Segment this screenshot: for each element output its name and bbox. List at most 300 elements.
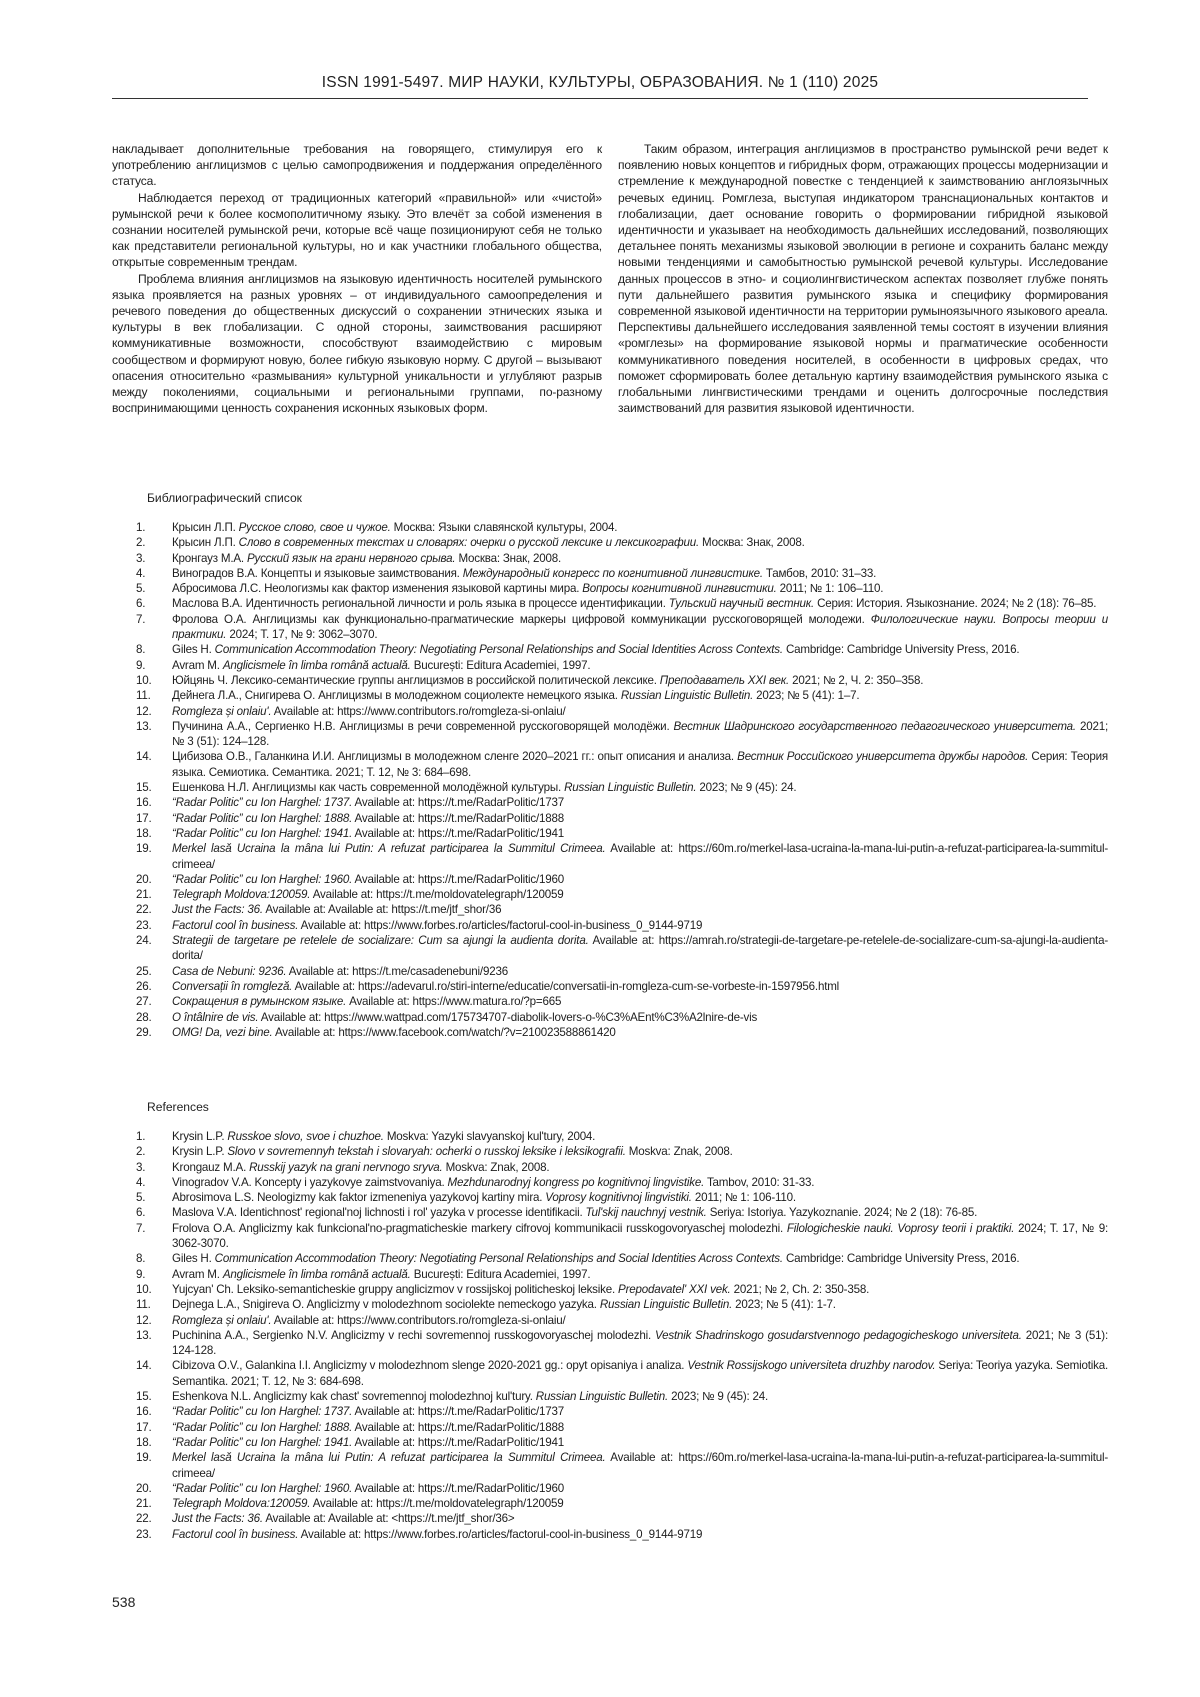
reference-text (172, 994, 1108, 1009)
reference-item (112, 1389, 1108, 1404)
reference-title: Communication Accommodation Theory: Negotiating Personal Relationships and Social Identities Across Contexts. (215, 1252, 783, 1265)
reference-details: Cambridge: Cambridge University Press, 2016. (783, 643, 1020, 656)
reference-details: Available at: https://amrah.ro/strategii-de-targetare-pe-retelele-de-socializare-cum-sa-ajungi-la-audienta-dorita/ (172, 934, 1108, 962)
reference-details: 2011; № 1: 106-110. (692, 1191, 796, 1204)
reference-title: Casa de Nebuni: 9236. (172, 965, 286, 978)
reference-number: 2. (136, 1144, 166, 1159)
reference-text (172, 1129, 1108, 1144)
reference-number: 22. (136, 1511, 166, 1526)
reference-text (172, 612, 1108, 643)
reference-text (172, 1267, 1108, 1282)
reference-details: Available at: https://www.matura.ro/?p=665 (346, 995, 561, 1008)
reference-title: Slovo v sovremennyh tekstah i slovaryah: ocherki o russkoj leksike i leksikografii. (227, 1145, 625, 1158)
reference-details: Available at: https://t.me/RadarPolitic/1737 (352, 796, 564, 809)
reference-text (172, 1175, 1108, 1190)
reference-number: 6. (136, 1205, 166, 1220)
reference-title: Prepodavatel' XXI vek. (618, 1283, 731, 1296)
reference-text (172, 795, 1108, 810)
reference-number: 15. (136, 780, 166, 795)
reference-details: 2021; № 2, Ч. 2: 350–358. (789, 674, 923, 687)
reference-title: Voprosy kognitivnoj lingvistiki. (545, 1191, 692, 1204)
reference-text (172, 1221, 1108, 1252)
reference-authors: Giles H. (172, 643, 215, 656)
reference-title: Anglicismele în limba română actuală. (223, 659, 411, 672)
reference-item (112, 964, 1108, 979)
reference-authors: Ешенкова Н.Л. Англицизмы как часть современной молодёжной культуры. (172, 781, 564, 794)
reference-details: Available at: https://60m.ro/merkel-lasa-ucraina-la-mana-lui-putin-a-refuzat-participarea-la-summitul-crimeea/ (172, 842, 1108, 870)
reference-text (172, 596, 1108, 611)
reference-text (172, 1389, 1108, 1404)
reference-authors: Крысин Л.П. (172, 521, 239, 534)
reference-title: Conversații în romgleză. (172, 980, 292, 993)
reference-text (172, 520, 1108, 535)
reference-text (172, 964, 1108, 979)
reference-text (172, 1420, 1108, 1435)
reference-number: 13. (136, 1328, 166, 1343)
reference-title: “Radar Politic” cu Ion Harghel: 1888. (172, 1421, 352, 1434)
reference-number: 2. (136, 535, 166, 550)
reference-authors: Абросимова Л.С. Неологизмы как фактор изменения языковой картины мира. (172, 582, 582, 595)
reference-item (112, 535, 1108, 550)
reference-text (172, 933, 1108, 964)
reference-text (172, 1205, 1108, 1220)
reference-text (172, 1144, 1108, 1159)
reference-title: Слово в современных текстах и словарях: очерки о русской лексике и лексикографии. (239, 536, 699, 549)
reference-text (172, 1435, 1108, 1450)
reference-title: Russkoe slovo, svoe i chuzhoe. (227, 1130, 383, 1143)
reference-text (172, 1190, 1108, 1205)
reference-text (172, 1328, 1108, 1359)
reference-number: 11. (136, 688, 166, 703)
reference-item (112, 826, 1108, 841)
reference-title: Преподаватель XXI век. (660, 674, 789, 687)
reference-number: 10. (136, 1282, 166, 1297)
reference-item (112, 841, 1108, 872)
reference-title: Telegraph Moldova:120059. (172, 888, 310, 901)
reference-authors: Krysin L.P. (172, 1130, 227, 1143)
reference-item (112, 581, 1108, 596)
reference-number: 12. (136, 704, 166, 719)
reference-title: Telegraph Moldova:120059. (172, 1497, 310, 1510)
reference-text (172, 658, 1108, 673)
reference-text (172, 1358, 1108, 1389)
reference-title: Вестник Шадринского государственного педагогического университета. (674, 720, 1076, 733)
reference-text (172, 1160, 1108, 1175)
reference-authors: Цибизова О.В., Галанкина И.И. Англицизмы в молодежном сленге 2020–2021 гг.: опыт описания и анализа. (172, 750, 737, 763)
reference-details: Available at: https://t.me/RadarPolitic/1960 (352, 873, 564, 886)
reference-text (172, 811, 1108, 826)
reference-authors: Dejnega L.A., Snigireva O. Anglicizmy v molodezhnom sociolekte nemeckogo yazyka. (172, 1298, 600, 1311)
reference-title: Romgleza și onlaiu'. (172, 705, 271, 718)
reference-item (112, 1511, 1108, 1526)
reference-item (112, 658, 1108, 673)
reference-title: Romgleza și onlaiu'. (172, 1314, 271, 1327)
reference-item (112, 1527, 1108, 1542)
reference-item (112, 918, 1108, 933)
reference-text (172, 1025, 1108, 1040)
reference-number: 20. (136, 1481, 166, 1496)
reference-title: Just the Facts: 36. (172, 903, 263, 916)
reference-details: Available at: https://www.wattpad.com/175734707-diabolik-lovers-o-%C3%AEnt%C3%A2lnire-de-vis (258, 1011, 757, 1024)
reference-number: 16. (136, 1404, 166, 1419)
reference-title: Russian Linguistic Bulletin. (600, 1298, 732, 1311)
reference-title: Russian Linguistic Bulletin. (564, 781, 696, 794)
reference-item (112, 566, 1108, 581)
reference-title: Филологические науки. Вопросы теории и практики. (172, 613, 1108, 641)
reference-item (112, 1205, 1108, 1220)
reference-item (112, 1221, 1108, 1252)
reference-item (112, 933, 1108, 964)
reference-details: Серия: Теория языка. Семиотика. Семантика. 2021; Т. 12, № 3: 684–698. (172, 750, 1108, 778)
reference-title: Тульский научный вестник. (669, 597, 814, 610)
reference-item (112, 551, 1108, 566)
reference-title: Factorul cool în business. (172, 1528, 298, 1541)
reference-item (112, 1144, 1108, 1159)
reference-number: 9. (136, 658, 166, 673)
reference-number: 27. (136, 994, 166, 1009)
reference-authors: Avram M. (172, 1268, 223, 1281)
reference-number: 28. (136, 1010, 166, 1025)
reference-title: Factorul cool în business. (172, 919, 298, 932)
reference-authors: Виноградов В.А. Концепты и языковые заимствования. (172, 567, 463, 580)
reference-title: “Radar Politic” cu Ion Harghel: 1888. (172, 812, 352, 825)
reference-number: 14. (136, 749, 166, 764)
reference-number: 20. (136, 872, 166, 887)
reference-details: Available at: https://t.me/RadarPolitic/1941 (352, 827, 564, 840)
reference-number: 21. (136, 1496, 166, 1511)
reference-item (112, 1435, 1108, 1450)
reference-number: 15. (136, 1389, 166, 1404)
reference-authors: Vinogradov V.A. Koncepty i yazykovye zaimstvovaniya. (172, 1176, 448, 1189)
reference-text (172, 688, 1108, 703)
reference-item (112, 795, 1108, 810)
reference-number: 11. (136, 1297, 166, 1312)
reference-details: București: Editura Academiei, 1997. (411, 1268, 591, 1281)
reference-authors: Юйцянь Ч. Лексико-семантические группы англицизмов в российской политической лексике. (172, 674, 660, 687)
reference-number: 17. (136, 811, 166, 826)
reference-title: Filologicheskie nauki. Voprosy teorii i praktiki. (787, 1222, 1014, 1235)
reference-number: 6. (136, 596, 166, 611)
reference-details: Moskva: Yazyki slavyanskoj kul'tury, 2004. (384, 1130, 595, 1143)
reference-text (172, 704, 1108, 719)
reference-number: 12. (136, 1313, 166, 1328)
reference-title: “Radar Politic” cu Ion Harghel: 1960. (172, 1482, 352, 1495)
reference-number: 5. (136, 1190, 166, 1205)
reference-item (112, 642, 1108, 657)
reference-number: 4. (136, 1175, 166, 1190)
reference-title: Vestnik Rossijskogo universiteta druzhby narodov. (687, 1359, 935, 1372)
reference-title: Russian Linguistic Bulletin. (621, 689, 753, 702)
reference-number: 19. (136, 1450, 166, 1465)
references-title: References (147, 1100, 209, 1114)
reference-number: 24. (136, 933, 166, 948)
reference-title: “Radar Politic” cu Ion Harghel: 1941. (172, 827, 352, 840)
reference-item (112, 612, 1108, 643)
reference-item (112, 1129, 1108, 1144)
reference-title: Вопросы когнитивной лингвистики. (582, 582, 776, 595)
reference-item (112, 1313, 1108, 1328)
bibliography-list (112, 520, 1108, 1040)
reference-title: Vestnik Shadrinskogo gosudarstvennogo pedagogicheskogo universiteta. (655, 1329, 1022, 1342)
reference-title: Mezhdunarodnyj kongress po kognitivnoj lingvistike. (448, 1176, 705, 1189)
reference-text (172, 1450, 1108, 1481)
reference-details: Серия: История. Языкознание. 2024; № 2 (18): 76–85. (814, 597, 1096, 610)
reference-authors: Puchinina A.A., Sergienko N.V. Anglicizmy v rechi sovremennoj russkogovoryaschej molodezhi. (172, 1329, 655, 1342)
reference-title: Merkel lasă Ucraina la mâna lui Putin: A refuzat participarea la Summitul Crimeea. (172, 1451, 606, 1464)
reference-authors: Фролова О.А. Англицизмы как функционально-прагматические маркеры цифровой коммуникации русскоговорящей молодежи. (172, 613, 871, 626)
reference-title: “Radar Politic” cu Ion Harghel: 1960. (172, 873, 352, 886)
reference-title: “Radar Politic” cu Ion Harghel: 1737. (172, 1405, 352, 1418)
reference-details: Available at: Available at: https://t.me/jtf_shor/36 (263, 903, 501, 916)
reference-text (172, 535, 1108, 550)
reference-details: Available at: https://adevarul.ro/stiri-interne/educatie/conversatii-in-romgleza-cum-se-vorbeste-in-1597956.html (292, 980, 839, 993)
reference-details: Available at: https://t.me/RadarPolitic/1737 (352, 1405, 564, 1418)
reference-item (112, 1282, 1108, 1297)
reference-authors: Cibizova O.V., Galankina I.I. Anglicizmy v molodezhnom slenge 2020-2021 gg.: opyt opisaniya i analiza. (172, 1359, 687, 1372)
reference-details: 2023; № 5 (41): 1–7. (753, 689, 859, 702)
reference-details: 2021; № 2, Ch. 2: 350-358. (731, 1283, 870, 1296)
reference-details: Available at: https://t.me/moldovatelegraph/120059 (310, 1497, 563, 1510)
reference-text (172, 826, 1108, 841)
reference-number: 23. (136, 1527, 166, 1542)
running-header: ISSN 1991-5497. МИР НАУКИ, КУЛЬТУРЫ, ОБРАЗОВАНИЯ. № 1 (110) 2025 (112, 74, 1088, 92)
reference-details: Available at: https://t.me/RadarPolitic/1888 (352, 1421, 564, 1434)
reference-number: 17. (136, 1420, 166, 1435)
reference-item (112, 811, 1108, 826)
reference-item (112, 1420, 1108, 1435)
reference-text (172, 1527, 1108, 1542)
body-paragraph: Таким образом, интеграция англицизмов в пространство румынской речи ведет к появлению новых концептов и гибридных форм, отражающих процессы модернизации и стремление к международной повестке с тенденцией к заимствованию англоязычных речевых единиц. Ромглеза, выступая индикатором транснациональных контактов и глобализации, дает основание говорить о формировании гибридной языковой идентичности и указывает на необходимость дальнейших исследований, позволяющих детальнее понять механизмы языковой эволюции в регионе и сохранить баланс между новыми тенденциями и самобытностью румынской речевой культуры. Исследование данных процессов в этно- и социолингвистическом аспектах позволяет глубже понять пути дальнейшего развития румынского языка и специфику формирования современной языковой идентичности на территории румыноязычного языкового ареала. Перспективы дальнейшего исследования заявленной темы состоят в изучении влияния «ромглезы» на формирование языковой нормы и прагматические особенности коммуникативного поведения носителей, в особенности в цифровых средах, что поможет сформировать более детальную картину взаимодействия румынского языка с глобальными лингвистическими трендами и оценить долгосрочные последствия заимствований для развития языковой идентичности. (618, 141, 1108, 416)
reference-item (112, 1404, 1108, 1419)
reference-details: Available at: https://www.forbes.ro/articles/factorul-cool-in-business_0_9144-9719 (298, 919, 702, 932)
reference-title: Just the Facts: 36. (172, 1512, 263, 1525)
reference-details: Москва: Языки славянской культуры, 2004. (391, 521, 618, 534)
reference-text (172, 1297, 1108, 1312)
reference-text (172, 872, 1108, 887)
reference-item (112, 1328, 1108, 1359)
reference-text (172, 979, 1108, 994)
reference-details: Moskva: Znak, 2008. (626, 1145, 733, 1158)
reference-details: 2023; № 9 (45): 24. (668, 1390, 768, 1403)
reference-authors: Крысин Л.П. (172, 536, 239, 549)
reference-text (172, 902, 1108, 917)
reference-text (172, 1511, 1108, 1526)
reference-number: 29. (136, 1025, 166, 1040)
reference-authors: Krongauz M.A. (172, 1161, 249, 1174)
reference-number: 3. (136, 1160, 166, 1175)
reference-title: Anglicismele în limba română actuală. (223, 1268, 411, 1281)
reference-title: Communication Accommodation Theory: Negotiating Personal Relationships and Social Identities Across Contexts. (215, 643, 783, 656)
reference-item (112, 719, 1108, 750)
reference-title: “Radar Politic” cu Ion Harghel: 1737. (172, 796, 352, 809)
reference-item (112, 1175, 1108, 1190)
reference-title: Strategii de targetare pe retelele de socializare: Cum sa ajungi la audienta dorita. (172, 934, 589, 947)
reference-item (112, 994, 1108, 1009)
reference-text (172, 1481, 1108, 1496)
reference-details: Available at: https://www.contributors.ro/romgleza-si-onlaiu/ (271, 705, 565, 718)
reference-details: Cambridge: Cambridge University Press, 2016. (783, 1252, 1020, 1265)
reference-item (112, 596, 1108, 611)
reference-text (172, 841, 1108, 872)
reference-details: 2011; № 1: 106–110. (777, 582, 884, 595)
reference-text (172, 1251, 1108, 1266)
reference-text (172, 581, 1108, 596)
reference-text (172, 887, 1108, 902)
reference-details: Available at: Available at: <https://t.me/jtf_shor/36> (263, 1512, 515, 1525)
reference-text (172, 780, 1108, 795)
reference-details: 2021; № 3 (51): 124-128. (172, 1329, 1108, 1357)
reference-number: 21. (136, 887, 166, 902)
reference-details: Available at: https://t.me/RadarPolitic/1888 (352, 812, 564, 825)
reference-item (112, 1251, 1108, 1266)
reference-item (112, 902, 1108, 917)
reference-title: Сокращения в румынском языке. (172, 995, 346, 1008)
reference-number: 26. (136, 979, 166, 994)
page-number: 538 (112, 1594, 135, 1610)
body-paragraph: накладывает дополнительные требования на говорящего, стимулируя его к употреблению англицизмов с целью самопродвижения и поддержания определённого статуса. (112, 141, 602, 190)
reference-details: Available at: https://60m.ro/merkel-lasa-ucraina-la-mana-lui-putin-a-refuzat-participarea-la-summitul-crimeea/ (172, 1451, 1108, 1479)
reference-number: 25. (136, 964, 166, 979)
reference-authors: Дейнега Л.А., Снигирева О. Англицизмы в молодежном социолекте немецкого языка. (172, 689, 621, 702)
reference-authors: Maslova V.A. Identichnost' regional'noj lichnosti i rol' yazyka v processe identifikacii. (172, 1206, 586, 1219)
reference-details: Москва: Знак, 2008. (455, 552, 561, 565)
reference-details: Available at: https://www.facebook.com/watch/?v=210023588861420 (273, 1026, 616, 1039)
reference-text (172, 1313, 1108, 1328)
reference-details: Seriya: Istoriya. Yazykoznanie. 2024; № 2 (18): 76-85. (707, 1206, 977, 1219)
reference-number: 9. (136, 1267, 166, 1282)
reference-text (172, 719, 1108, 750)
references-list (112, 1129, 1108, 1542)
reference-item (112, 1450, 1108, 1481)
reference-title: Международный конгресс по когнитивной лингвистике. (463, 567, 763, 580)
reference-title: Russkij yazyk na grani nervnogo sryva. (249, 1161, 442, 1174)
reference-item (112, 872, 1108, 887)
reference-number: 18. (136, 1435, 166, 1450)
reference-item (112, 1481, 1108, 1496)
reference-number: 4. (136, 566, 166, 581)
reference-text (172, 642, 1108, 657)
reference-details: 2021; № 3 (51): 124–128. (172, 720, 1108, 748)
reference-item (112, 673, 1108, 688)
reference-text (172, 918, 1108, 933)
reference-details: Seriya: Teoriya yazyka. Semiotika. Semantika. 2021; T. 12, № 3: 684-698. (172, 1359, 1108, 1387)
reference-number: 16. (136, 795, 166, 810)
reference-item (112, 1160, 1108, 1175)
reference-number: 19. (136, 841, 166, 856)
reference-title: Merkel lasă Ucraina la mâna lui Putin: A refuzat participarea la Summitul Crimeea. (172, 842, 606, 855)
reference-authors: Abrosimova L.S. Neologizmy kak faktor izmeneniya yazykovoj kartiny mira. (172, 1191, 545, 1204)
reference-authors: Krysin L.P. (172, 1145, 227, 1158)
reference-text (172, 749, 1108, 780)
reference-title: Русское слово, свое и чужое. (239, 521, 391, 534)
reference-item (112, 688, 1108, 703)
reference-details: 2024; Т. 17, № 9: 3062–3070. (226, 628, 377, 641)
reference-item (112, 1358, 1108, 1389)
reference-number: 1. (136, 1129, 166, 1144)
reference-details: Москва: Знак, 2008. (699, 536, 805, 549)
reference-details: Available at: https://t.me/moldovatelegraph/120059 (310, 888, 563, 901)
reference-item (112, 749, 1108, 780)
reference-number: 7. (136, 1221, 166, 1236)
header-rule (112, 98, 1088, 99)
reference-authors: Yujcyan' Ch. Leksiko-semanticheskie gruppy anglicizmov v rossijskoj politicheskoj leksike. (172, 1283, 618, 1296)
reference-number: 23. (136, 918, 166, 933)
reference-item (112, 1297, 1108, 1312)
reference-title: Вестник Российского университета дружбы народов. (737, 750, 1028, 763)
reference-number: 13. (136, 719, 166, 734)
reference-item (112, 887, 1108, 902)
reference-item (112, 1025, 1108, 1040)
reference-item (112, 520, 1108, 535)
reference-details: Available at: https://t.me/casadenebuni/9236 (286, 965, 508, 978)
reference-authors: Giles H. (172, 1252, 215, 1265)
reference-number: 8. (136, 642, 166, 657)
reference-number: 8. (136, 1251, 166, 1266)
reference-details: Available at: https://www.contributors.ro/romgleza-si-onlaiu/ (271, 1314, 565, 1327)
reference-number: 10. (136, 673, 166, 688)
reference-text (172, 551, 1108, 566)
reference-number: 3. (136, 551, 166, 566)
journal-page (0, 0, 1200, 1697)
reference-number: 1. (136, 520, 166, 535)
reference-text (172, 1496, 1108, 1511)
reference-authors: Пучинина А.А., Сергиенко Н.В. Англицизмы в речи современной русскоговорящей молодёжи. (172, 720, 674, 733)
reference-authors: Маслова В.А. Идентичность региональной личности и роль языка в процессе идентификации. (172, 597, 669, 610)
reference-text (172, 1404, 1108, 1419)
reference-details: București: Editura Academiei, 1997. (411, 659, 591, 672)
reference-title: Tul'skij nauchnyj vestnik. (586, 1206, 707, 1219)
reference-title: O întâlnire de vis. (172, 1011, 258, 1024)
reference-details: 2023; № 9 (45): 24. (696, 781, 796, 794)
reference-number: 5. (136, 581, 166, 596)
reference-details: 2023; № 5 (41): 1-7. (732, 1298, 836, 1311)
reference-details: Available at: https://www.forbes.ro/articles/factorul-cool-in-business_0_9144-9719 (298, 1528, 702, 1541)
reference-number: 18. (136, 826, 166, 841)
body-paragraph: Наблюдается переход от традиционных категорий «правильной» или «чистой» румынской речи к более космополитичному языку. Это влечёт за собой изменения в сознании носителей румынской речи, которые всё чаще позиционируют себя не только как представители региональной культуры, но и как участники глобального общества, открытые современным трендам. (112, 190, 602, 271)
reference-number: 14. (136, 1358, 166, 1373)
bibliography-title: Библиографический список (147, 491, 302, 505)
reference-item (112, 704, 1108, 719)
reference-item (112, 1267, 1108, 1282)
reference-details: Tambov, 2010: 31-33. (704, 1176, 814, 1189)
body-column-right (618, 141, 1108, 416)
reference-details: 2024; T. 17, № 9: 3062-3070. (172, 1222, 1108, 1250)
reference-authors: Eshenkova N.L. Anglicizmy kak chast' sovremennoj molodezhnoj kul'tury. (172, 1390, 536, 1403)
reference-text (172, 566, 1108, 581)
body-column-left (112, 141, 602, 416)
reference-title: OMG! Da, vezi bine. (172, 1026, 273, 1039)
reference-title: Russian Linguistic Bulletin. (536, 1390, 668, 1403)
reference-authors: Avram M. (172, 659, 223, 672)
reference-title: Русский язык на грани нервного срыва. (247, 552, 456, 565)
reference-item (112, 1010, 1108, 1025)
reference-item (112, 979, 1108, 994)
reference-details: Moskva: Znak, 2008. (443, 1161, 550, 1174)
reference-details: Тамбов, 2010: 31–33. (763, 567, 876, 580)
reference-text (172, 1010, 1108, 1025)
reference-item (112, 1190, 1108, 1205)
body-paragraph: Проблема влияния англицизмов на языковую идентичность носителей румынского языка проявляется на разных уровнях – от индивидуального самоопределения и речевого поведения до общественных дискуссий о сохранении этнических языка и культуры в век глобализации. С одной стороны, заимствования расширяют коммуникативные возможности, способствуют взаимодействию с мировым сообществом и формируют новую, более гибкую языковую норму. С другой – вызывают опасения относительно «размывания» культурной уникальности и углубляют разрыв между поколениями, социальными и региональными группами, по-разному воспринимающими ценность сохранения исконных языковых форм. (112, 271, 602, 417)
reference-item (112, 780, 1108, 795)
reference-details: Available at: https://t.me/RadarPolitic/1941 (352, 1436, 564, 1449)
reference-text (172, 673, 1108, 688)
reference-item (112, 1496, 1108, 1511)
reference-details: Available at: https://t.me/RadarPolitic/1960 (352, 1482, 564, 1495)
reference-text (172, 1282, 1108, 1297)
reference-number: 22. (136, 902, 166, 917)
reference-authors: Frolova O.A. Anglicizmy kak funkcional'no-pragmaticheskie markery cifrovoj kommunikacii russkogovoryaschej molodezhi. (172, 1222, 787, 1235)
reference-number: 7. (136, 612, 166, 627)
